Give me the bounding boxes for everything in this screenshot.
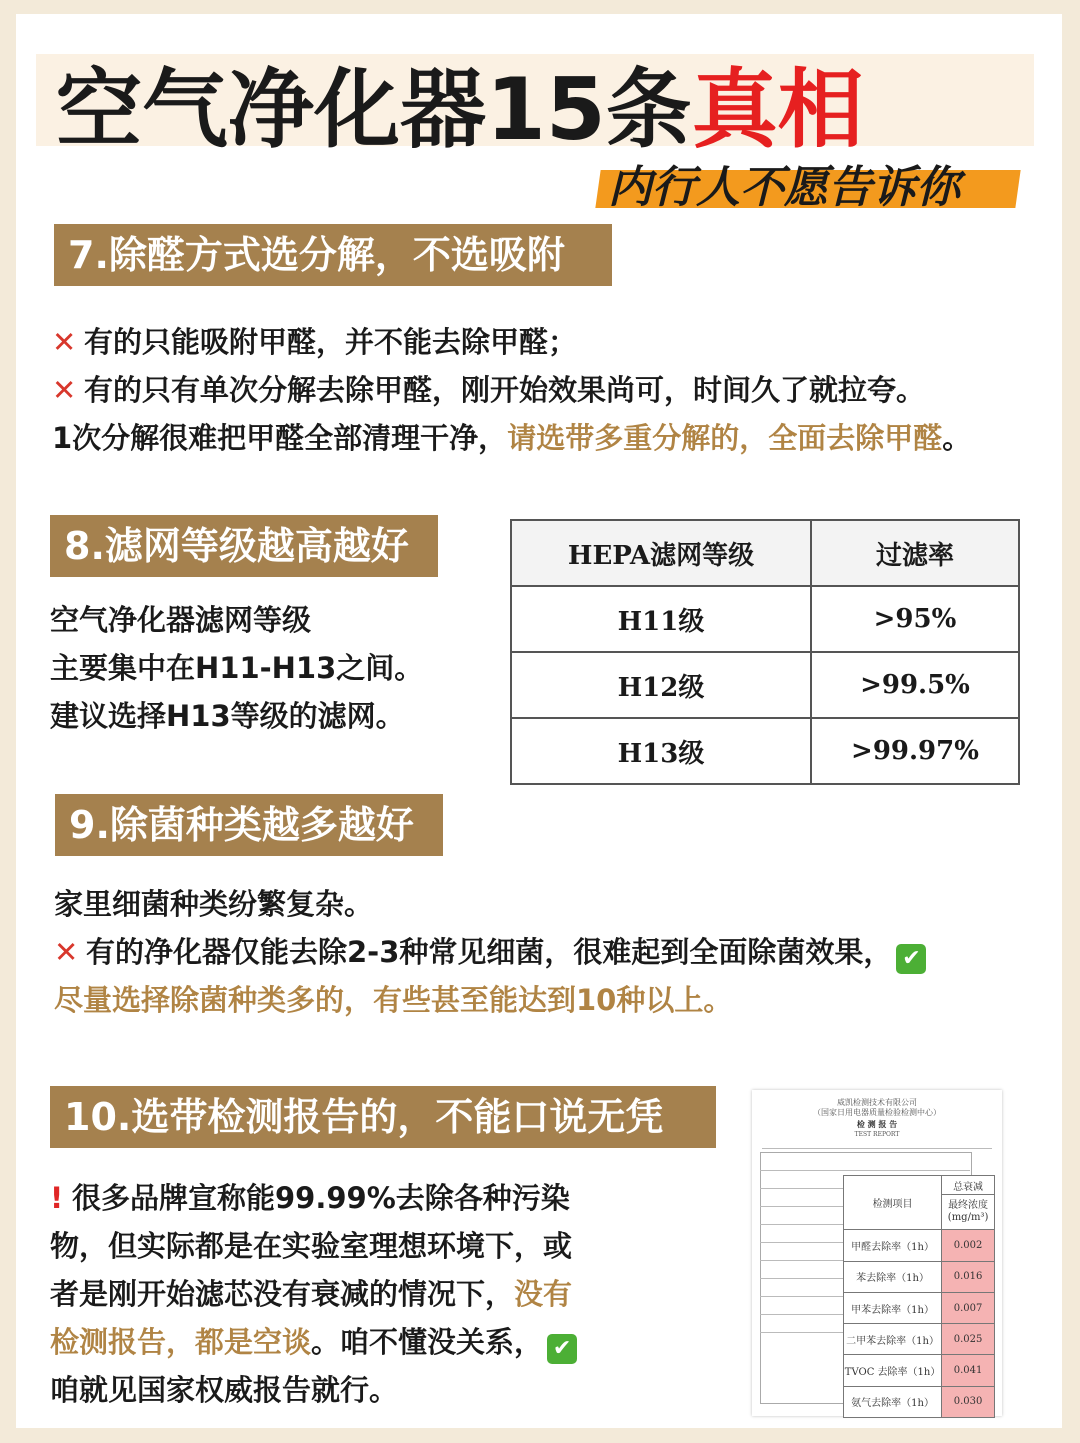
table-row <box>844 1355 995 1386</box>
hepa-rate-cell: >99.97% <box>811 718 1019 784</box>
report-header-item: 检测项目 <box>844 1176 942 1230</box>
report-value-cell: 0.016 <box>942 1261 995 1292</box>
report-item-cell: 二甲苯去除率（1h） <box>844 1324 942 1355</box>
hepa-table-header-row <box>511 520 1019 586</box>
section-10-line-1 <box>50 1174 577 1222</box>
hepa-grade-cell: H11级 <box>511 586 811 652</box>
report-value-cell: 0.025 <box>942 1324 995 1355</box>
report-value-cell: 0.030 <box>942 1386 995 1417</box>
hepa-rate-cell: >95% <box>811 586 1019 652</box>
table-row <box>511 718 1019 784</box>
section-7-line-3-highlight: 请选带多重分解的，全面去除甲醛 <box>507 421 943 455</box>
hepa-table <box>510 519 1020 785</box>
report-header-conc-text: 最终浓度 <box>948 1200 989 1212</box>
section-7-line-3 <box>52 414 971 462</box>
table-row <box>844 1230 995 1261</box>
report-item-cell: 苯去除率（1h） <box>844 1261 942 1292</box>
section-8-body <box>50 596 423 740</box>
table-row <box>844 1324 995 1355</box>
page-subtitle: 内行人不愿告诉你 <box>608 162 960 213</box>
report-header-conc <box>942 1195 995 1230</box>
report-center: （国家日用电器质量检验检测中心） <box>813 1108 941 1117</box>
section-7-line-2-text: 有的只有单次分解去除甲醛，刚开始效果尚可，时间久了就拉夸。 <box>84 373 926 407</box>
cross-mark-icon: ✕ <box>54 935 79 969</box>
report-org: 威凯检测技术有限公司 <box>837 1098 917 1107</box>
section-8-heading: 8.滤网等级越高越好 <box>50 515 438 577</box>
section-10-line-2: 物，但实际都是在实验室理想环境下，或 <box>50 1229 573 1263</box>
cross-mark-icon: ✕ <box>52 325 77 359</box>
report-item-cell: 甲醛去除率（1h） <box>844 1230 942 1261</box>
section-10-line-4-text: 。咱不懂没关系， <box>311 1325 544 1359</box>
report-value-cell: 0.041 <box>942 1355 995 1386</box>
section-9-body <box>54 880 926 1024</box>
report-title: 检 测 报 告 <box>856 1119 898 1129</box>
section-10-line-4-highlight: 检测报告，都是空谈 <box>50 1325 312 1359</box>
table-row <box>844 1176 995 1195</box>
section-8-line-3: 建议选择H13等级的滤网。 <box>50 699 405 733</box>
section-7-line-1 <box>52 318 971 366</box>
section-10-line-5: 咱就见国家权威报告就行。 <box>50 1373 399 1407</box>
section-7-line-1-text: 有的只能吸附甲醛，并不能去除甲醛； <box>84 325 578 359</box>
report-value-cell: 0.002 <box>942 1230 995 1261</box>
section-10-line-3 <box>50 1270 577 1318</box>
section-10-line-1-text: 很多品牌宣称能99.99%去除各种污染 <box>72 1181 570 1215</box>
report-value-cell: 0.007 <box>942 1292 995 1323</box>
section-9-line-3: 尽量选择除菌种类多的，有些甚至能达到10种以上。 <box>54 983 733 1017</box>
title-main: 空气净化器15条 <box>56 60 692 160</box>
hepa-rate-cell: >99.5% <box>811 652 1019 718</box>
report-item-cell: 氨气去除率（1h） <box>844 1386 942 1417</box>
title-highlight: 真相 <box>691 60 864 160</box>
hepa-header-grade: HEPA滤网等级 <box>511 520 811 586</box>
report-header-unit: (mg/m³) <box>947 1212 989 1224</box>
section-7-line-3-text: 1次分解很难把甲醛全部清理干净， <box>52 421 508 455</box>
hepa-grade-cell: H12级 <box>511 652 811 718</box>
section-8-line-1: 空气净化器滤网等级 <box>50 603 312 637</box>
table-row <box>844 1261 995 1292</box>
table-row <box>511 586 1019 652</box>
section-7-line-2 <box>52 366 971 414</box>
section-9-line-1: 家里细菌种类纷繁复杂。 <box>54 887 374 921</box>
section-8-line-2: 主要集中在H11-H13之间。 <box>50 651 424 685</box>
section-9-line-2 <box>54 928 926 976</box>
report-item-cell: 甲苯去除率（1h） <box>844 1292 942 1323</box>
report-title-en: TEST REPORT <box>854 1131 900 1138</box>
report-header-total: 总衰减 <box>942 1176 995 1195</box>
section-10-line-3-text: 者是刚开始滤芯没有衰减的情况下， <box>50 1277 515 1311</box>
section-7-body <box>52 318 971 462</box>
check-mark-icon: ✔ <box>896 944 926 974</box>
table-row <box>511 652 1019 718</box>
hepa-grade-cell: H13级 <box>511 718 811 784</box>
table-row <box>844 1386 995 1417</box>
section-9-heading: 9.除菌种类越多越好 <box>55 794 443 856</box>
table-row <box>844 1292 995 1323</box>
check-mark-icon: ✔ <box>547 1334 577 1364</box>
hepa-header-rate: 过滤率 <box>811 520 1019 586</box>
report-rule <box>762 1148 992 1149</box>
report-item-cell: TVOC 去除率（1h） <box>844 1355 942 1386</box>
section-7-line-3-end: 。 <box>942 421 972 455</box>
section-10-body <box>50 1174 577 1414</box>
report-results-table <box>843 1175 995 1418</box>
page-title <box>56 60 864 160</box>
exclamation-icon: ! <box>50 1181 64 1215</box>
section-10-line-3-highlight: 没有 <box>514 1277 573 1311</box>
report-rule <box>760 1170 970 1171</box>
section-9-line-2-text: 有的净化器仅能去除2-3种常见细菌，很难起到全面除菌效果， <box>86 935 893 969</box>
section-10-line-4 <box>50 1318 577 1366</box>
section-10-heading: 10.选带检测报告的，不能口说无凭 <box>50 1086 716 1148</box>
cross-mark-icon: ✕ <box>52 373 77 407</box>
section-7-heading: 7.除醛方式选分解，不选吸附 <box>54 224 612 286</box>
